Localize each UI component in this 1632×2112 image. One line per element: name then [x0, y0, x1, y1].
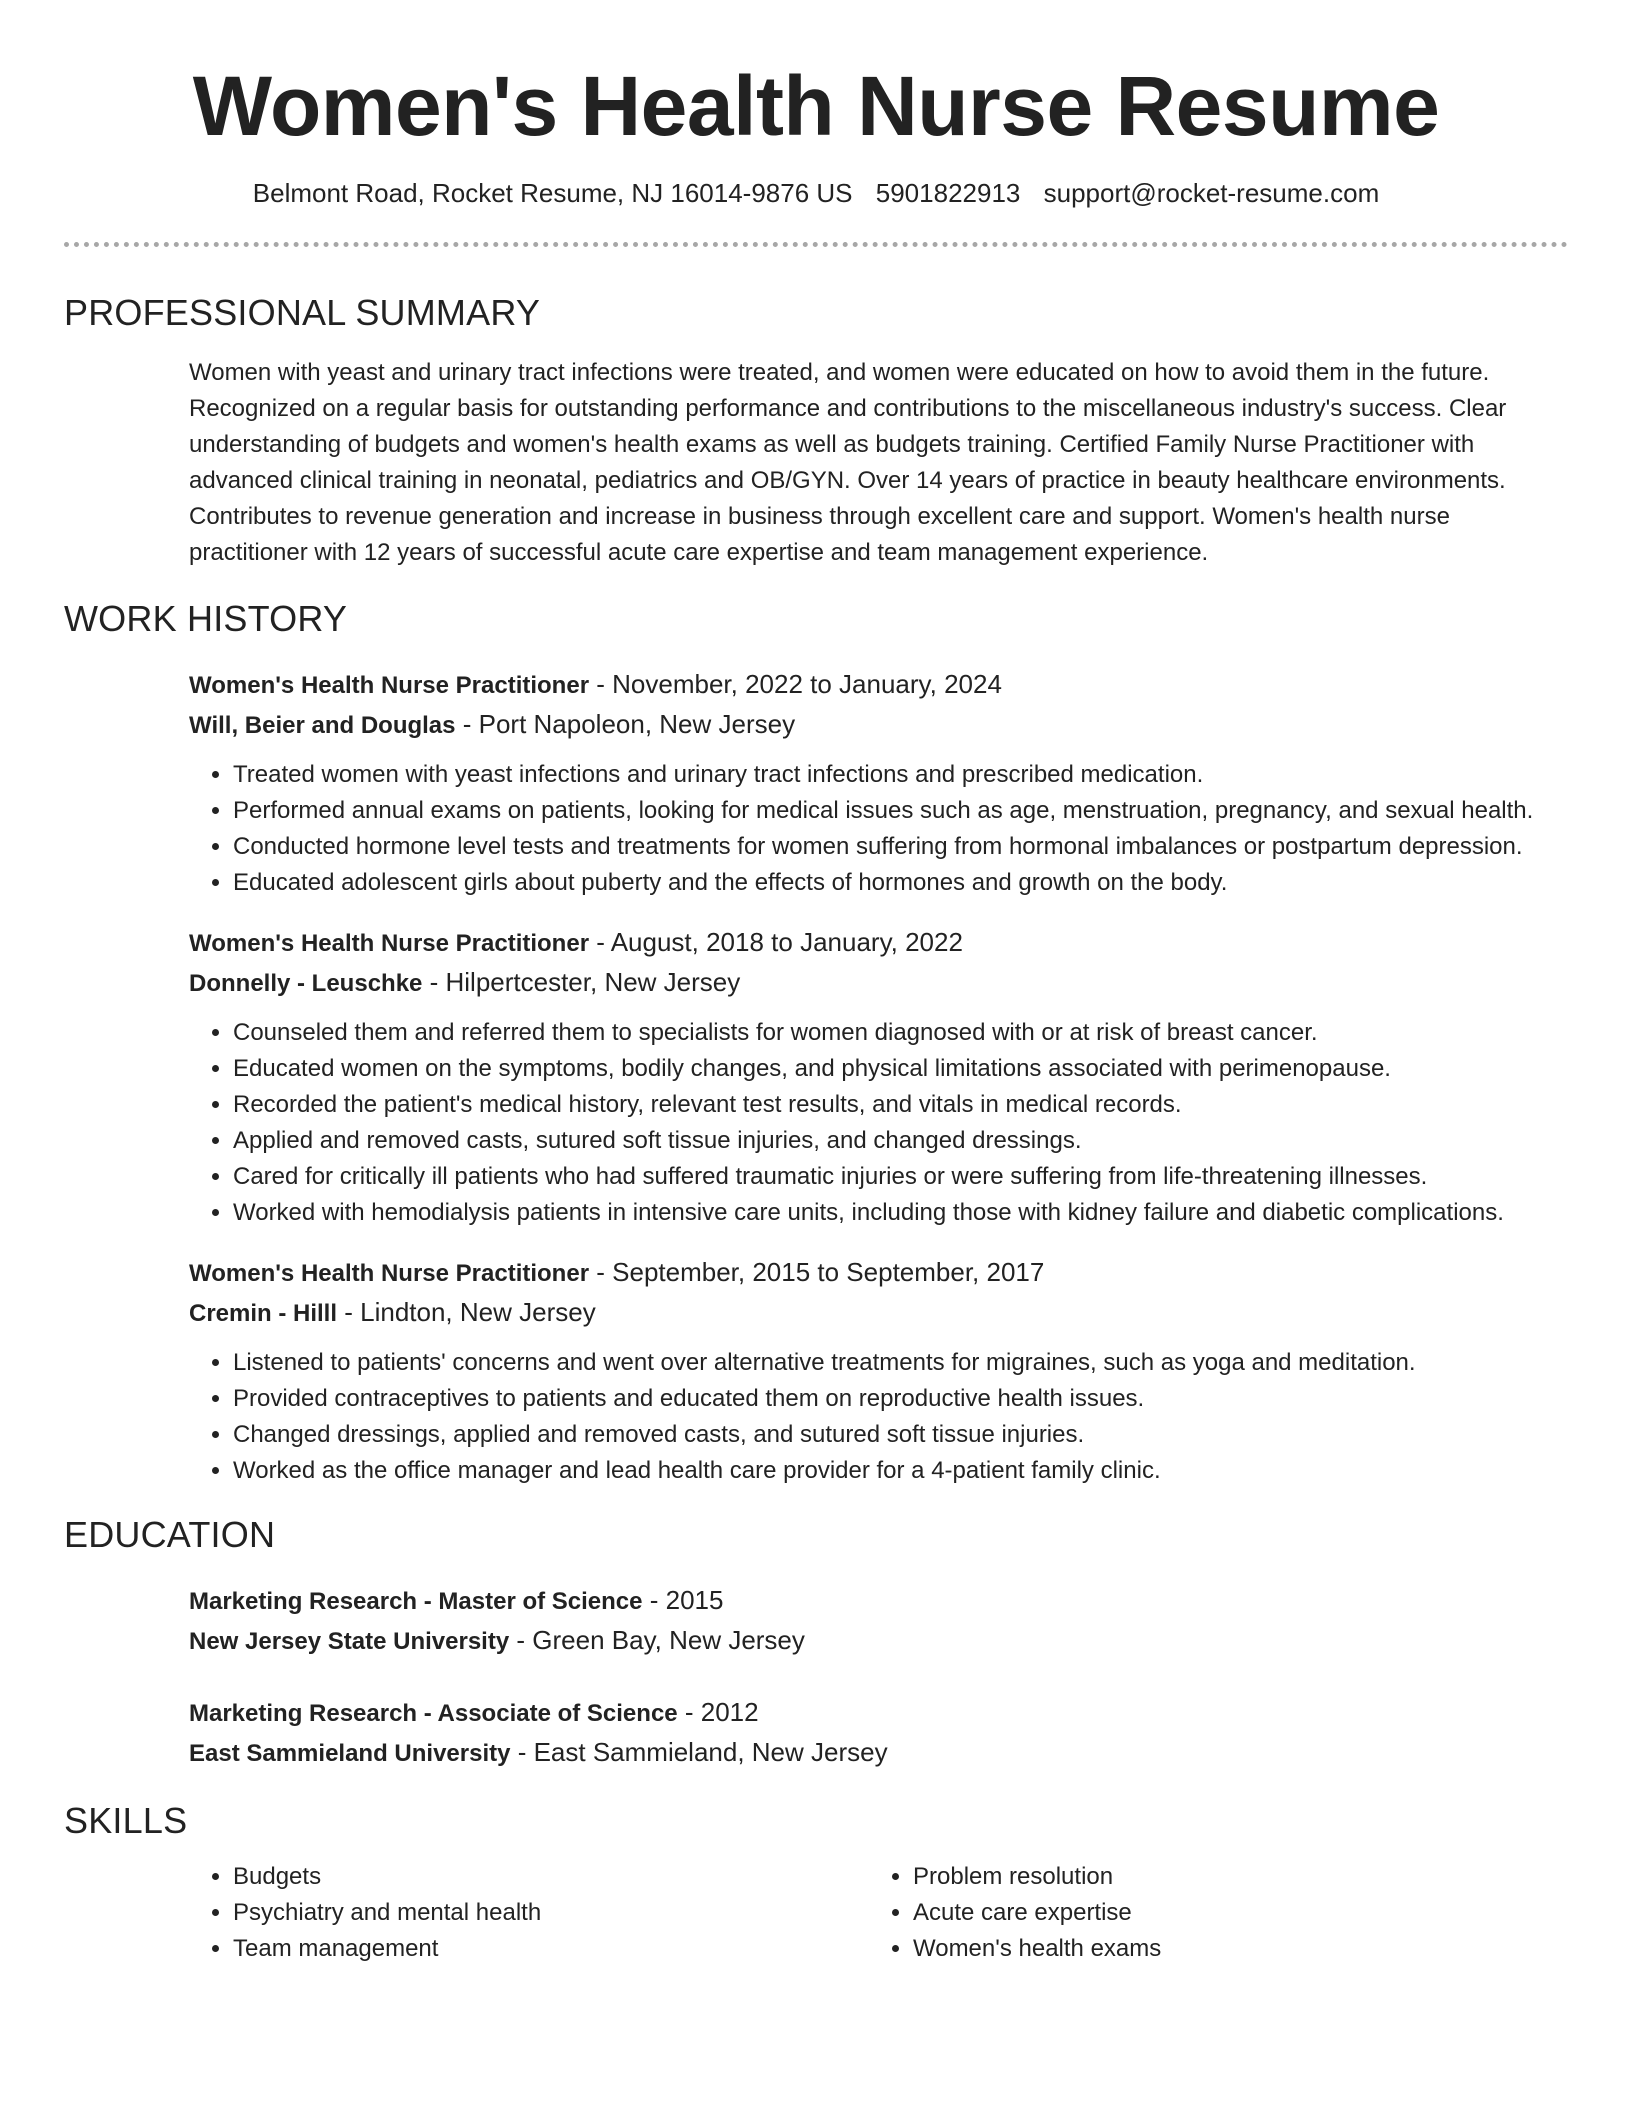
school-location: - East Sammieland, New Jersey — [510, 1737, 888, 1767]
school-line — [189, 1733, 1568, 1773]
skill-item: • Team management — [233, 1931, 869, 1967]
degree-line — [189, 1581, 1568, 1621]
job-dates: - November, 2022 to January, 2024 — [589, 669, 1002, 699]
job-bullet: • Cared for critically ill patients who had suffered traumatic injuries or were suffering from life-threatening illnesses. — [233, 1159, 1568, 1195]
contact-line — [64, 176, 1568, 210]
job-bullet: • Worked as the office manager and lead health care provider for a 4-patient family clinic. — [233, 1453, 1568, 1489]
job-entry — [189, 1253, 1568, 1489]
degree-name: Marketing Research - Master of Science — [189, 1588, 643, 1615]
job-company-line — [189, 1293, 1568, 1333]
skill-item: • Problem resolution — [913, 1859, 1429, 1895]
contact-phone: 5901822913 — [875, 178, 1021, 208]
job-company: Donnelly - Leuschke — [189, 970, 423, 997]
summary-section — [189, 355, 1568, 571]
education-entry — [189, 1581, 1568, 1661]
job-location: - Port Napoleon, New Jersey — [455, 709, 796, 739]
job-title-line — [189, 1253, 1568, 1293]
job-title-line — [189, 665, 1568, 705]
school-location: - Green Bay, New Jersey — [509, 1625, 805, 1655]
job-company: Cremin - Hilll — [189, 1300, 338, 1327]
education-section — [189, 1581, 1568, 1773]
job-title: Women's Health Nurse Practitioner — [189, 930, 590, 957]
job-company-line — [189, 963, 1568, 1003]
job-title-line — [189, 923, 1568, 963]
job-bullet: • Listened to patients' concerns and went over alternative treatments for migraines, such as yoga and meditation. — [233, 1345, 1568, 1381]
skills-column-left — [189, 1859, 869, 1967]
skill-item: • Budgets — [233, 1859, 869, 1895]
work-history-section — [189, 665, 1568, 1489]
school-name: East Sammieland University — [189, 1740, 511, 1767]
job-bullet: • Applied and removed casts, sutured soft tissue injuries, and changed dressings. — [233, 1123, 1568, 1159]
job-bullet: • Worked with hemodialysis patients in intensive care units, including those with kidney failure and diabetic complications. — [233, 1195, 1568, 1231]
skill-item: • Acute care expertise — [913, 1895, 1429, 1931]
job-location: - Hilpertcester, New Jersey — [422, 967, 741, 997]
job-bullet: • Changed dressings, applied and removed casts, and sutured soft tissue injuries. — [233, 1417, 1568, 1453]
job-bullets — [189, 1345, 1568, 1489]
job-dates: - August, 2018 to January, 2022 — [589, 927, 963, 957]
job-title: Women's Health Nurse Practitioner — [189, 672, 590, 699]
job-bullet: • Performed annual exams on patients, looking for medical issues such as age, menstruation, pregnancy, and sexual health. — [233, 793, 1568, 829]
job-location: - Lindton, New Jersey — [337, 1297, 596, 1327]
degree-year: - 2012 — [677, 1697, 759, 1727]
school-name: New Jersey State University — [189, 1628, 510, 1655]
job-bullet: • Treated women with yeast infections and urinary tract infections and prescribed medication. — [233, 757, 1568, 793]
work-history-heading: WORK HISTORY — [64, 598, 348, 639]
job-bullet: • Conducted hormone level tests and treatments for women suffering from hormonal imbalances or postpartum depression. — [233, 829, 1568, 865]
skill-item: • Psychiatry and mental health — [233, 1895, 869, 1931]
school-line — [189, 1621, 1568, 1661]
skills-heading: SKILLS — [64, 1800, 188, 1841]
job-bullet: • Provided contraceptives to patients and educated them on reproductive health issues. — [233, 1381, 1568, 1417]
skill-item: • Women's health exams — [913, 1931, 1429, 1967]
job-dates: - September, 2015 to September, 2017 — [589, 1257, 1045, 1287]
job-bullet: • Recorded the patient's medical history, relevant test results, and vitals in medical records. — [233, 1087, 1568, 1123]
degree-line — [189, 1693, 1568, 1733]
skills-column-right — [869, 1859, 1429, 1967]
summary-text: Women with yeast and urinary tract infections were treated, and women were educated on how to avoid them in the future. Recognized on a regular basis for outstanding performance and contributions to the miscellaneous industry's success. Clear understanding of budgets and women's health exams as well as budgets training. Certified Family Nurse Practitioner with advanced clinical training in neonatal, pediatrics and OB/GYN. Over 14 years of practice in beauty healthcare environments. Contributes to revenue generation and increase in business through excellent care and support. Women's health nurse practitioner with 12 years of successful acute care expertise and team management experience. — [189, 359, 1507, 566]
degree-name: Marketing Research - Associate of Science — [189, 1700, 678, 1727]
education-heading: EDUCATION — [64, 1514, 276, 1555]
job-bullet: • Educated women on the symptoms, bodily changes, and physical limitations associated with perimenopause. — [233, 1051, 1568, 1087]
job-company: Will, Beier and Douglas — [189, 712, 456, 739]
resume-title: Women's Health Nurse Resume — [192, 59, 1440, 153]
job-company-line — [189, 705, 1568, 745]
skills-section — [189, 1859, 1568, 1967]
job-title: Women's Health Nurse Practitioner — [189, 1260, 590, 1287]
job-bullet: • Educated adolescent girls about puberty and the effects of hormones and growth on the body. — [233, 865, 1568, 901]
job-entry — [189, 665, 1568, 901]
degree-year: - 2015 — [642, 1585, 724, 1615]
summary-heading: PROFESSIONAL SUMMARY — [64, 292, 541, 333]
contact-address: Belmont Road, Rocket Resume, NJ 16014-9876 US — [252, 178, 853, 208]
skills-grid — [189, 1859, 1568, 1967]
job-bullets — [189, 1015, 1568, 1231]
contact-email: support@rocket-resume.com — [1043, 178, 1380, 208]
job-bullet: • Counseled them and referred them to specialists for women diagnosed with or at risk of breast cancer. — [233, 1015, 1568, 1051]
education-entry — [189, 1693, 1568, 1773]
job-bullets — [189, 757, 1568, 901]
job-entry — [189, 923, 1568, 1231]
header-divider — [64, 242, 1568, 247]
